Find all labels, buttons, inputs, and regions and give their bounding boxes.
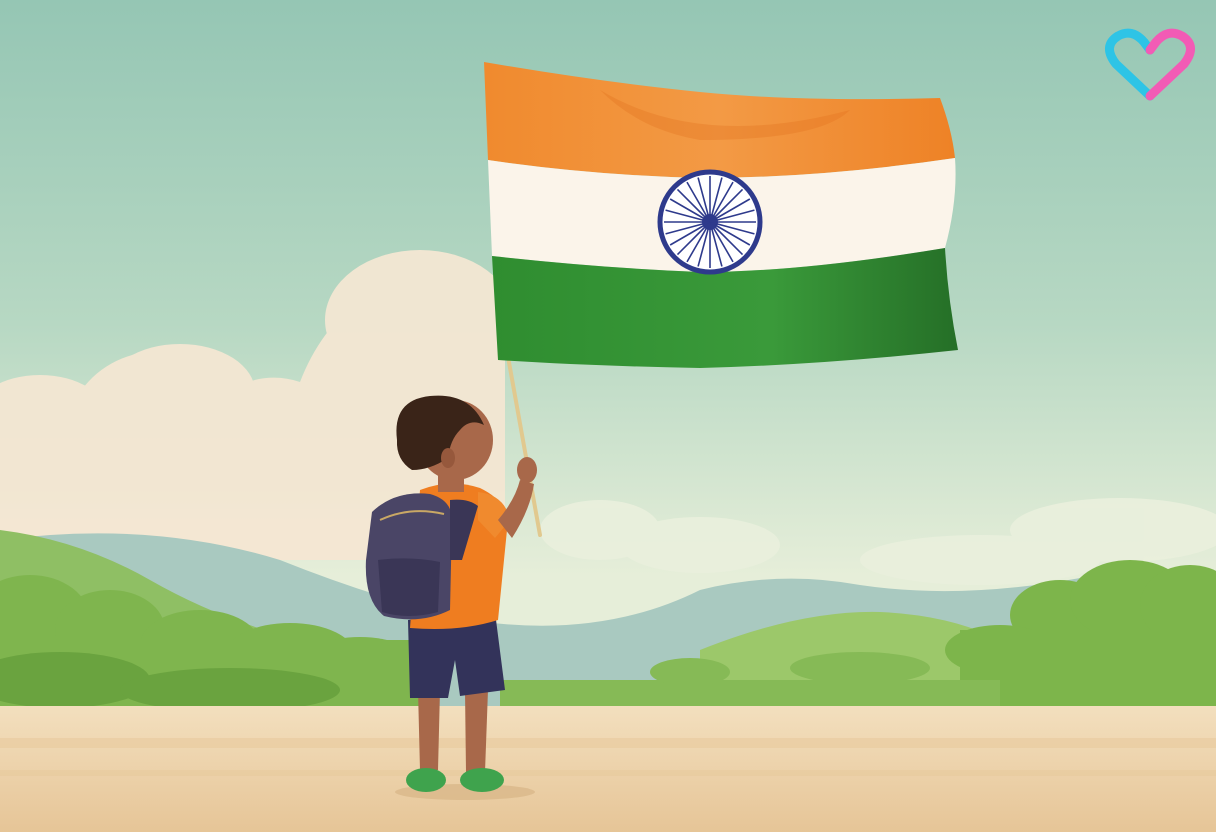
flag: [484, 62, 958, 368]
right-leg: [465, 690, 488, 772]
backpack-pocket: [378, 558, 440, 616]
hand: [517, 457, 537, 483]
ear: [441, 448, 455, 468]
right-shoe: [460, 768, 504, 792]
left-leg: [418, 690, 440, 770]
ashoka-chakra: [660, 172, 760, 272]
left-shoe: [406, 768, 446, 792]
ground: [0, 706, 1216, 832]
